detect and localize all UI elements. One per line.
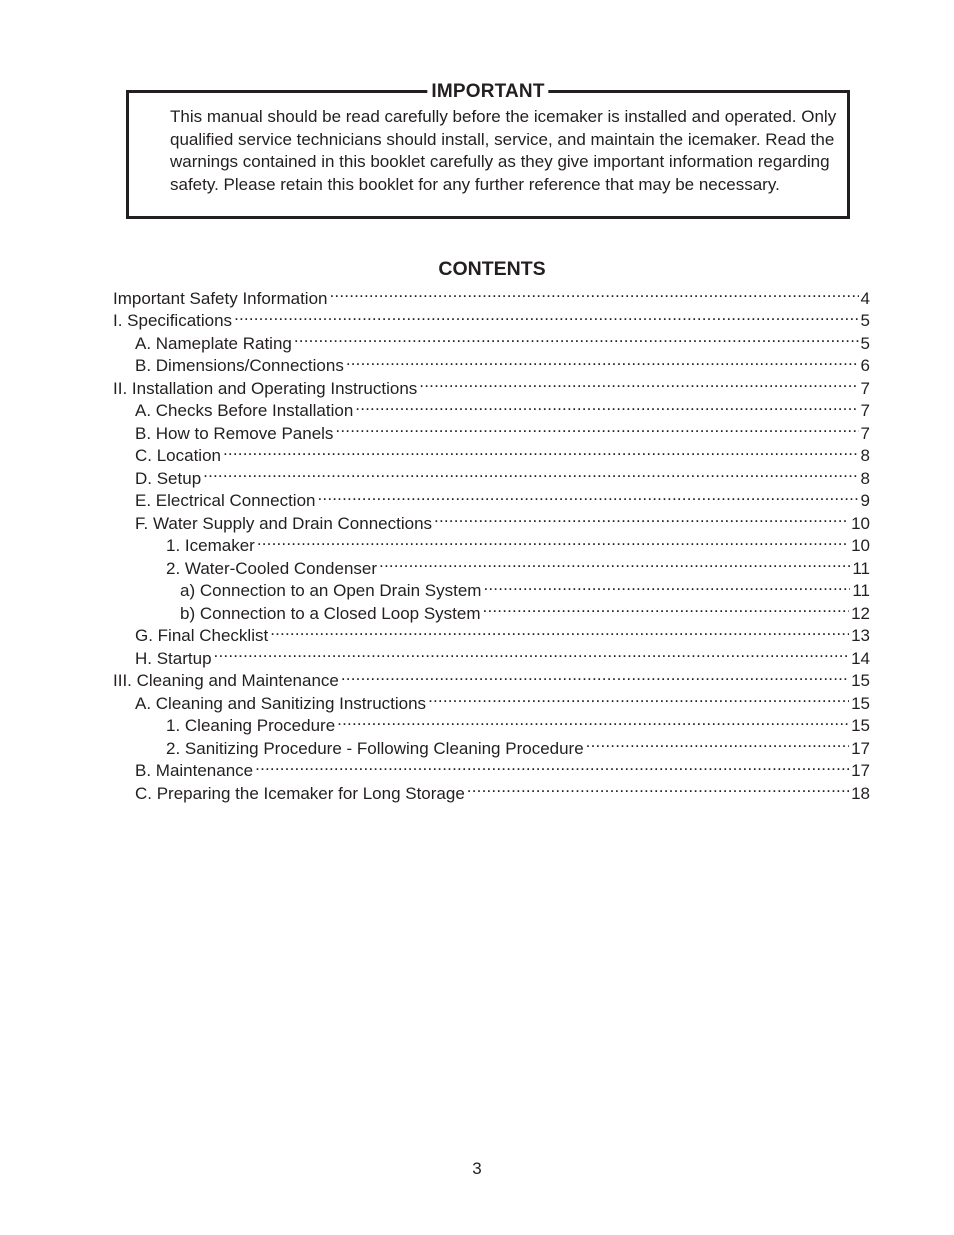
toc-entry-label: b) Connection to a Closed Loop System xyxy=(180,603,481,623)
table-of-contents xyxy=(113,281,870,803)
toc-dot-leader xyxy=(586,731,849,754)
contents-title: CONTENTS xyxy=(438,258,546,280)
toc-entry-label: III. Cleaning and Maintenance xyxy=(113,671,339,690)
toc-dot-leader xyxy=(341,664,849,687)
toc-dot-leader xyxy=(428,686,849,709)
toc-entry-label: B. Maintenance xyxy=(135,761,254,780)
toc-entry-label: A. Checks Before Installation xyxy=(135,401,354,420)
page-number: 3 xyxy=(472,1159,482,1178)
toc-entry-label: Important Safety Information xyxy=(113,288,328,308)
toc-entry-label: C. Location xyxy=(135,446,221,465)
toc-entry-page: 14 xyxy=(851,648,870,668)
toc-entry[interactable] xyxy=(113,281,870,308)
toc-entry-page: 4 xyxy=(860,288,870,308)
toc-entry-label: F. Water Supply and Drain Connections xyxy=(135,513,433,533)
toc-entry-page: 10 xyxy=(851,513,870,533)
toc-entry-label: E. Electrical Connection xyxy=(135,491,316,510)
toc-dot-leader xyxy=(483,596,850,619)
toc-entry[interactable] xyxy=(113,664,870,690)
toc-entry-label: I. Specifications xyxy=(113,311,233,330)
toc-dot-leader xyxy=(434,506,849,529)
toc-entry-label: G. Final Checklist xyxy=(135,626,269,645)
toc-entry-page: 7 xyxy=(860,401,870,420)
toc-entry-label: 2. Water-Cooled Condenser xyxy=(166,558,378,578)
toc-entry-label: A. Nameplate Rating xyxy=(135,333,292,353)
toc-entry-label: A. Cleaning and Sanitizing Instructions xyxy=(135,693,427,713)
toc-dot-leader xyxy=(223,439,859,462)
toc-entry-page: 17 xyxy=(851,738,870,758)
toc-entry-page: 15 xyxy=(851,693,870,713)
toc-dot-leader xyxy=(483,574,850,597)
toc-dot-leader xyxy=(257,529,849,552)
toc-entry-page: 17 xyxy=(851,761,870,780)
toc-entry-page: 7 xyxy=(860,378,870,398)
toc-dot-leader xyxy=(337,709,849,732)
toc-entry-page: 11 xyxy=(852,581,870,600)
toc-dot-leader xyxy=(355,394,858,417)
toc-dot-leader xyxy=(203,461,858,484)
toc-dot-leader xyxy=(335,416,858,439)
toc-entry-page: 6 xyxy=(860,356,870,375)
toc-entry-page: 5 xyxy=(860,333,870,353)
toc-dot-leader xyxy=(467,776,849,799)
toc-entry-label: a) Connection to an Open Drain System xyxy=(180,581,482,600)
toc-entry[interactable] xyxy=(113,484,870,510)
toc-dot-leader xyxy=(214,641,850,664)
toc-entry-page: 11 xyxy=(852,558,870,578)
toc-entry-label: B. How to Remove Panels xyxy=(135,423,334,443)
toc-dot-leader xyxy=(330,281,859,304)
toc-entry-label: 2. Sanitizing Procedure - Following Cleaning Procedure xyxy=(166,738,584,758)
important-notice-text: This manual should be read carefully before the icemaker is installed and operated. Only qualified service technicians should install, service, and maintain the icemaker. Read the warnings contained in this booklet carefully as they give important information regarding safety. Please retain this booklet for any further reference that may be necessary. xyxy=(170,107,837,194)
toc-dot-leader xyxy=(419,371,858,394)
toc-entry-page: 13 xyxy=(851,626,870,645)
toc-entry-page: 10 xyxy=(851,536,870,555)
toc-entry-page: 15 xyxy=(851,671,870,690)
toc-entry[interactable] xyxy=(113,461,870,488)
toc-dot-leader xyxy=(270,619,849,642)
toc-entry-label: B. Dimensions/Connections xyxy=(135,356,344,375)
toc-entry-page: 8 xyxy=(860,446,870,465)
toc-entry-label: D. Setup xyxy=(135,468,202,488)
important-title: IMPORTANT xyxy=(427,81,548,103)
toc-entry-page: 9 xyxy=(860,491,870,510)
toc-entry-page: 12 xyxy=(851,603,870,623)
toc-dot-leader xyxy=(317,484,858,507)
toc-dot-leader xyxy=(346,349,859,372)
toc-dot-leader xyxy=(255,754,849,777)
toc-entry-page: 18 xyxy=(851,783,870,803)
important-notice-box xyxy=(126,81,850,219)
toc-entry-label: H. Startup xyxy=(135,648,212,668)
toc-entry[interactable] xyxy=(113,641,870,668)
toc-entry-label: C. Preparing the Icemaker for Long Storage xyxy=(135,783,465,803)
toc-entry-page: 8 xyxy=(860,468,870,488)
toc-dot-leader xyxy=(234,304,858,327)
toc-dot-leader xyxy=(379,551,850,574)
toc-entry-label: 1. Cleaning Procedure xyxy=(166,716,336,735)
toc-entry-page: 5 xyxy=(860,311,870,330)
toc-entry-page: 7 xyxy=(860,423,870,443)
toc-entry[interactable] xyxy=(113,439,870,465)
toc-entry-label: II. Installation and Operating Instructions xyxy=(113,378,418,398)
toc-dot-leader xyxy=(294,326,859,349)
toc-entry-label: 1. Icemaker xyxy=(166,536,255,555)
toc-entry-page: 15 xyxy=(851,716,870,735)
